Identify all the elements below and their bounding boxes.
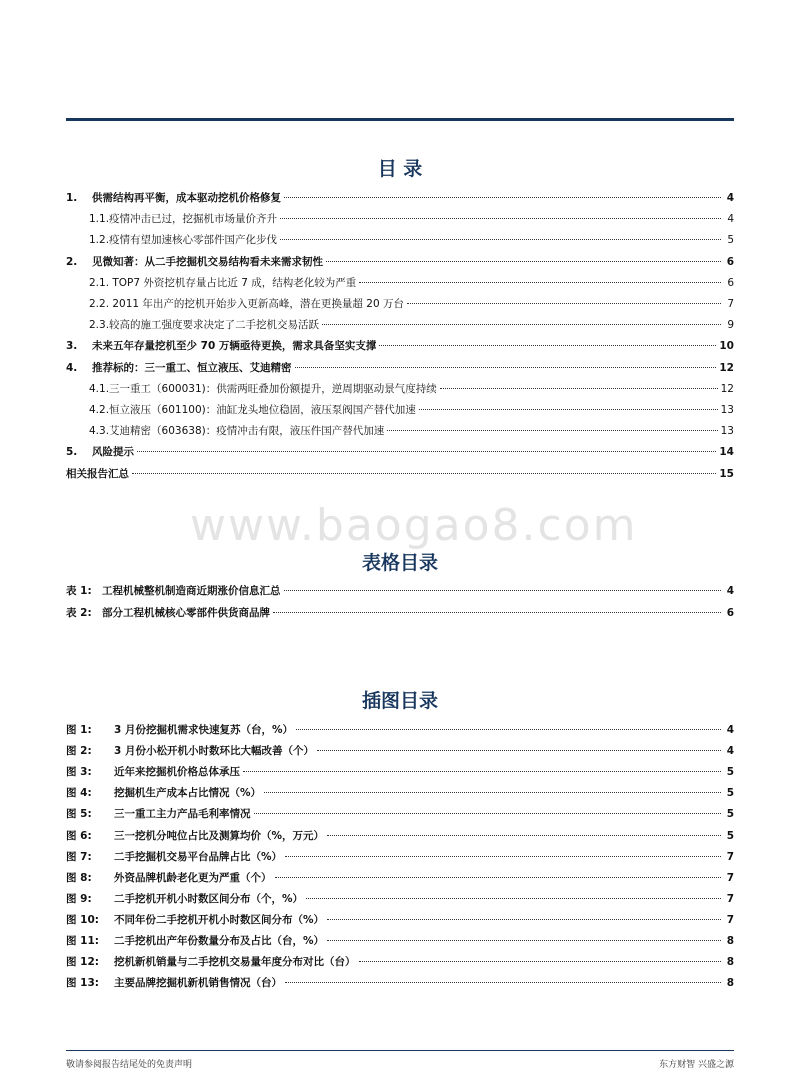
toc-entry-title: 4.3.艾迪精密（603638)：疫情冲击有限，液压件国产替代加速 xyxy=(89,425,385,438)
figure-toc-entry-number: 图 2: xyxy=(66,745,92,758)
figure-toc-entry-title: 不同年份二手挖机开机小时数区间分布（%） xyxy=(114,913,325,926)
dot-leader xyxy=(317,740,721,751)
dot-leader xyxy=(306,888,721,899)
dot-leader xyxy=(327,930,721,941)
dot-leader xyxy=(440,378,718,389)
toc-title: 目 录 xyxy=(377,158,423,180)
toc-entry-page-number: 4 xyxy=(726,192,734,204)
table-toc-entry-number: 表 2: xyxy=(66,606,92,619)
toc-entry[interactable] xyxy=(89,211,734,227)
toc-entry-title: 2.3.较高的施工强度要求决定了二手挖机交易活跃 xyxy=(89,319,320,332)
toc-entry-title: 1.2.疫情有望加速核心零部件国产化步伐 xyxy=(89,234,278,247)
dot-leader xyxy=(387,420,717,431)
toc-entry-number: 1. xyxy=(66,192,78,204)
dot-leader xyxy=(273,602,721,613)
figure-toc-entry-page-number: 5 xyxy=(726,808,734,821)
dot-leader xyxy=(359,272,721,283)
figure-toc-entry-number: 图 6: xyxy=(66,829,92,842)
toc-entry-title: 风险提示 xyxy=(92,446,134,459)
dot-leader xyxy=(285,972,721,983)
figure-toc-entry-page-number: 5 xyxy=(726,766,734,779)
table-toc-entry-page-number: 4 xyxy=(726,585,734,597)
figure-toc-entry-number: 图 3: xyxy=(66,766,92,779)
figure-toc-entry-number: 图 12: xyxy=(66,956,99,969)
toc-entry-page-number: 6 xyxy=(727,276,734,289)
toc-entry[interactable] xyxy=(66,466,734,482)
dot-leader xyxy=(419,399,718,410)
figure-toc-entry-number: 图 7: xyxy=(66,850,92,863)
table-toc-entry[interactable] xyxy=(66,605,734,621)
toc-entry-page-number: 6 xyxy=(726,255,734,268)
figure-toc-entry-page-number: 4 xyxy=(726,724,734,736)
figure-toc-entry-title: 3 月份小松开机小时数环比大幅改善（个） xyxy=(114,745,314,758)
figure-toc-entry[interactable] xyxy=(66,954,734,970)
toc-entry-title: 1.1.疫情冲击已过，挖掘机市场量价齐升 xyxy=(89,213,278,226)
toc-entry-title: 2.1. TOP7 外资挖机存量占比近 7 成，结构老化较为严重 xyxy=(89,276,357,289)
toc-entry-number: 3. xyxy=(66,340,78,353)
figure-toc-entry-page-number: 5 xyxy=(726,787,734,800)
toc-entry-page-number: 14 xyxy=(719,446,734,459)
figure-toc-entry-title: 二手挖机出产年份数量分布及占比（台，%） xyxy=(114,935,325,947)
dot-leader xyxy=(359,951,722,962)
figure-toc-entry-number: 图 4: xyxy=(66,787,92,800)
dot-leader xyxy=(296,719,721,730)
toc-entry-page-number: 15 xyxy=(719,467,734,480)
toc-entry[interactable] xyxy=(89,402,734,418)
figure-toc-entry-page-number: 7 xyxy=(726,871,734,884)
figure-toc-entry-number: 图 10: xyxy=(66,913,99,926)
figure-toc-entry[interactable] xyxy=(66,828,734,844)
watermark: www.baogao8.com xyxy=(190,500,638,551)
toc-entry-page-number: 4 xyxy=(727,213,734,226)
figure-toc-entry[interactable] xyxy=(66,764,734,780)
footer-slogan: 东方财智 兴盛之源 xyxy=(659,1060,734,1070)
dot-leader xyxy=(254,803,722,814)
figure-toc-entry-number: 图 13: xyxy=(66,977,99,990)
figure-toc-entry-number: 图 5: xyxy=(66,808,92,821)
toc-entry[interactable] xyxy=(66,360,734,376)
figure-toc-entry-page-number: 7 xyxy=(726,850,734,863)
toc-entry-page-number: 7 xyxy=(727,298,734,310)
dot-leader xyxy=(264,782,721,793)
toc-entry-page-number: 13 xyxy=(720,425,734,438)
table-toc-entry[interactable] xyxy=(66,583,734,599)
figure-toc-entry[interactable] xyxy=(66,849,734,865)
table-toc-entry-title: 工程机械整机制造商近期涨价信息汇总 xyxy=(102,585,281,597)
toc-entry[interactable] xyxy=(66,190,734,206)
figure-toc-entry-title: 二手挖机开机小时数区间分布（个，%） xyxy=(114,892,304,905)
dot-leader xyxy=(379,335,716,346)
toc-entry-number: 2. xyxy=(66,255,78,268)
table-toc-entry-title: 部分工程机械核心零部件供货商品牌 xyxy=(102,606,270,619)
dot-leader xyxy=(137,441,716,452)
toc-entry[interactable] xyxy=(66,444,734,460)
dot-leader xyxy=(322,314,721,325)
figure-toc-entry-page-number: 7 xyxy=(726,892,734,905)
toc-entry[interactable] xyxy=(89,423,734,439)
toc-entry-page-number: 12 xyxy=(719,361,734,374)
toc-entry[interactable] xyxy=(66,254,734,270)
figure-toc-entry[interactable] xyxy=(66,743,734,759)
dot-leader xyxy=(132,463,716,474)
figure-toc-entry-page-number: 8 xyxy=(726,977,734,990)
dot-leader xyxy=(280,229,721,240)
dot-leader xyxy=(243,761,721,772)
toc-entry-page-number: 10 xyxy=(719,340,734,353)
figure-toc-entry-title: 近年来挖掘机价格总体承压 xyxy=(114,766,240,779)
toc-entry-title: 4.2.恒立液压（601100)：油缸龙头地位稳固，液压泵阀国产替代加速 xyxy=(89,404,416,416)
toc-entry-title: 2.2. 2011 年出产的挖机开始步入更新高峰，潜在更换量超 20 万台 xyxy=(89,298,404,310)
figure-toc-entry[interactable] xyxy=(66,912,734,928)
table-toc-entry-page-number: 6 xyxy=(726,606,734,619)
figure-toc-entry-title: 三一重工主力产品毛利率情况 xyxy=(114,808,251,821)
toc-entry-title: 见微知著：从二手挖掘机交易结构看未来需求韧性 xyxy=(92,255,323,268)
figure-toc-entry[interactable] xyxy=(66,891,734,907)
figure-toc-entry[interactable] xyxy=(66,870,734,886)
toc-entry-number: 5. xyxy=(66,446,78,459)
figure-toc-entry[interactable] xyxy=(66,806,734,822)
figure-toc-entry[interactable] xyxy=(66,975,734,991)
toc-entry[interactable] xyxy=(89,232,734,248)
figure-toc-entry-title: 三一挖机分吨位占比及测算均价（%，万元） xyxy=(114,829,325,842)
toc-entry[interactable] xyxy=(66,338,734,354)
toc-entry[interactable] xyxy=(89,296,734,312)
table-toc-entry-number: 表 1: xyxy=(66,585,92,597)
dot-leader xyxy=(327,825,721,836)
figure-toc-entry-number: 图 9: xyxy=(66,892,92,905)
toc-entry-page-number: 12 xyxy=(720,382,734,395)
figure-toc-entry-title: 二手挖掘机交易平台品牌占比（%） xyxy=(114,850,283,863)
dot-leader xyxy=(280,208,721,219)
dot-leader xyxy=(407,293,721,304)
figure-toc-entry[interactable] xyxy=(66,933,734,949)
figure-toc-entry-title: 主要品牌挖掘机新机销售情况（台） xyxy=(114,977,282,990)
toc-entry[interactable] xyxy=(89,381,734,397)
figure-toc-entry-title: 3 月份挖掘机需求快速复苏（台，%） xyxy=(114,724,293,736)
toc-entry-page-number: 9 xyxy=(727,319,734,332)
figure-toc-entry-title: 挖机新机销量与二手挖机交易量年度分布对比（台） xyxy=(114,956,356,969)
figure-toc-entry-page-number: 4 xyxy=(726,745,734,758)
toc-entry-page-number: 5 xyxy=(727,234,734,247)
toc-entry-title: 供需结构再平衡，成本驱动挖机价格修复 xyxy=(92,192,281,204)
figure-toc-entry-page-number: 8 xyxy=(726,935,734,947)
toc-entry-title: 4.1.三一重工（600031)：供需两旺叠加份额提升，逆周期驱动景气度持续 xyxy=(89,382,437,395)
figure-toc-entry-page-number: 5 xyxy=(726,829,734,842)
dot-leader xyxy=(275,867,722,878)
figure-toc-entry[interactable] xyxy=(66,785,734,801)
toc-entry-title: 未来五年存量挖机至少 70 万辆亟待更换，需求具备坚实支撑 xyxy=(92,340,377,353)
toc-entry[interactable] xyxy=(89,317,734,333)
figure-toc-entry-title: 挖掘机生产成本占比情况（%） xyxy=(114,787,262,800)
figure-toc-entry-number: 图 1: xyxy=(66,724,92,736)
dot-leader xyxy=(284,580,722,591)
footer-rule xyxy=(66,1050,734,1051)
tables-toc-title: 表格目录 xyxy=(361,552,438,574)
dot-leader xyxy=(284,187,721,198)
footer-disclaimer: 敬请参阅报告结尾处的免责声明 xyxy=(66,1060,193,1070)
figure-toc-entry-page-number: 7 xyxy=(726,913,734,926)
figure-toc-entry-page-number: 8 xyxy=(726,956,734,969)
toc-entry-title: 相关报告汇总 xyxy=(66,467,129,480)
figure-toc-entry[interactable] xyxy=(66,722,734,738)
toc-entry-page-number: 13 xyxy=(720,404,734,416)
header-rule xyxy=(66,118,734,121)
dot-leader xyxy=(326,251,721,262)
dot-leader xyxy=(295,357,717,368)
figure-toc-entry-number: 图 8: xyxy=(66,871,92,884)
toc-entry-title: 推荐标的：三一重工、恒立液压、艾迪精密 xyxy=(92,361,292,374)
toc-entry-number: 4. xyxy=(66,361,78,374)
toc-entry[interactable] xyxy=(89,275,734,291)
figures-toc-title: 插图目录 xyxy=(361,690,438,712)
dot-leader xyxy=(327,909,721,920)
figure-toc-entry-title: 外资品牌机龄老化更为严重（个） xyxy=(114,871,272,884)
dot-leader xyxy=(285,846,721,857)
figure-toc-entry-number: 图 11: xyxy=(66,935,99,947)
